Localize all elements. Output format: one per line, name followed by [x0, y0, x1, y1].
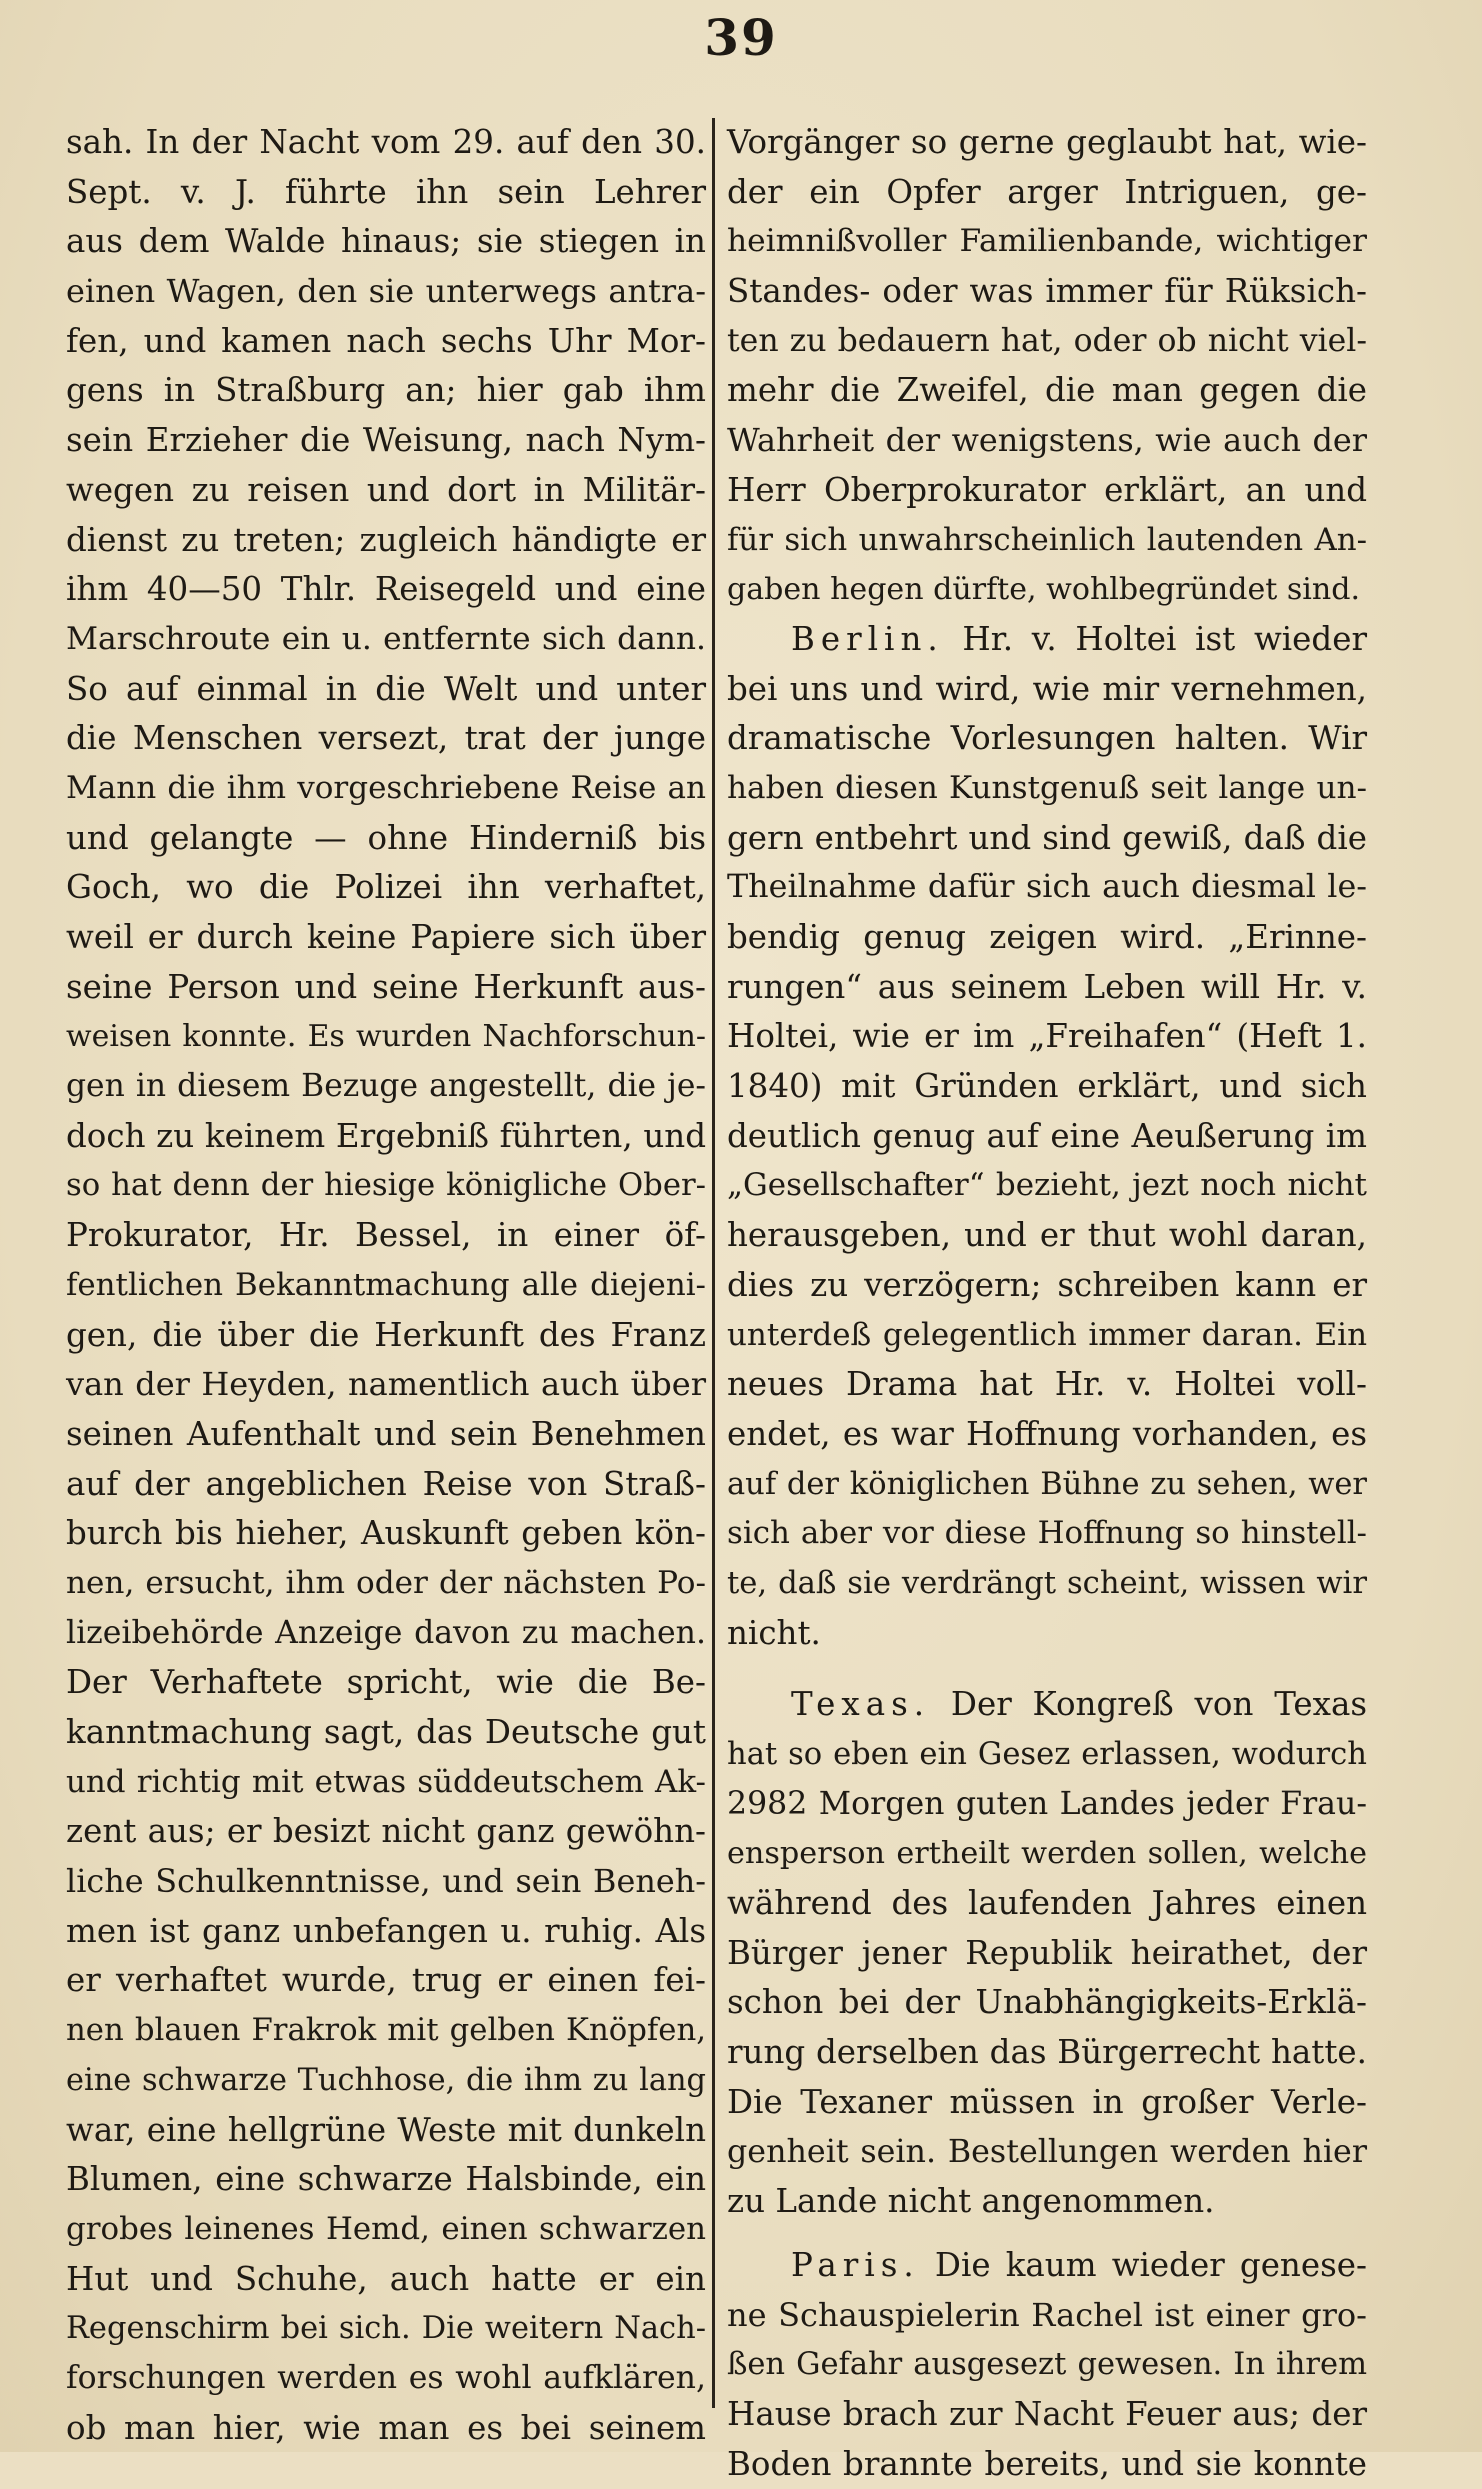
text-line: grobes leinenes Hemd, einen schwarzen	[66, 2210, 706, 2247]
text-line: Der Verhaftete spricht, wie die Be-	[66, 1663, 706, 1702]
text-line: ensperson ertheilt werden sollen, welche	[727, 1836, 1367, 1872]
text-line: Standes- oder was immer für Rüksich-	[727, 272, 1367, 311]
text-line: so hat denn der hiesige königliche Ober-	[66, 1168, 706, 1204]
text-line: Hause brach zur Nacht Feuer aus; der	[727, 2394, 1367, 2433]
text-line: 1840) mit Gründen erklärt, und sich	[727, 1067, 1367, 1106]
text-line: zu Lande nicht angenommen.	[727, 2182, 1215, 2221]
text-line: gern entbehrt und sind gewiß, daß die	[727, 818, 1367, 857]
text-line: schon bei der Unabhängigkeits-Erklä-	[727, 1983, 1367, 2022]
text-line: Der Kongreß von Texas	[930, 1685, 1367, 1724]
text-line: nen, ersucht, ihm oder der nächsten Po-	[66, 1564, 706, 1601]
text-line: ne Schauspielerin Rachel ist einer gro-	[727, 2295, 1367, 2334]
article-continuation	[727, 118, 1367, 615]
text-line: dienst zu treten; zugleich händigte er	[66, 520, 706, 559]
text-line: sich aber vor diese Hoffnung so hinstell-	[727, 1515, 1367, 1552]
text-line: bei uns und wird, wie mir vernehmen,	[727, 669, 1367, 708]
text-line: während des laufenden Jahres einen	[727, 1884, 1367, 1923]
text-line: einen Wagen, den sie unterwegs antra-	[66, 272, 706, 311]
text-line: er verhaftet wurde, trug er einen fei-	[66, 1961, 706, 2000]
text-line: auf der angeblichen Reise von Straß-	[66, 1464, 706, 1503]
text-line: ßen Gefahr ausgesezt gewesen. In ihrem	[727, 2347, 1367, 2383]
article-texas	[727, 1680, 1367, 2227]
text-line: zent aus; er besizt nicht ganz gewöhn-	[66, 1812, 706, 1851]
text-line: eine schwarze Tuchhose, die ihm zu lang	[66, 2062, 706, 2098]
text-line: Theilnahme dafür sich auch diesmal le-	[727, 869, 1367, 906]
texas-body	[727, 1730, 1367, 2128]
text-line: für sich unwahrscheinlich lautenden An-	[727, 521, 1367, 558]
text-line: burch bis hieher, Auskunft geben kön-	[66, 1514, 706, 1553]
text-line: Holtei, wie er im „Freihafen“ (Heft 1.	[727, 1017, 1367, 1056]
text-line: Die kaum wieder genese-	[919, 2245, 1367, 2284]
text-line: genheit sein. Bestellungen werden hier	[727, 2133, 1367, 2170]
text-line: kanntmachung sagt, das Deutsche gut	[66, 1713, 706, 1751]
text-line: „Gesellschafter“ bezieht, jezt noch nicht	[727, 1167, 1367, 1204]
text-line: Marschroute ein u. entfernte sich dann.	[66, 620, 706, 657]
text-line: So auf einmal in die Welt und unter	[66, 669, 706, 708]
text-line: nen blauen Frakrok mit gelben Knöpfen,	[66, 2012, 706, 2049]
text-line: haben diesen Kunstgenuß seit lange un-	[727, 769, 1367, 806]
text-line: men ist ganz unbefangen u. ruhig. Als	[66, 1911, 706, 1950]
text-line: die Menschen versezt, trat der junge	[66, 719, 706, 758]
text-line: Vorgänger so gerne geglaubt hat, wie-	[727, 123, 1367, 161]
text-line	[727, 1680, 1367, 1730]
text-line: fentlichen Bekanntmachung alle diejeni-	[66, 1266, 706, 1303]
text-line: aus dem Walde hinaus; sie stiegen in	[66, 222, 706, 261]
text-line: der ein Opfer arger Intriguen, ge-	[727, 172, 1367, 211]
text-line: Regenschirm bei sich. Die weitern Nach-	[66, 2311, 706, 2347]
text-line: unterdeß gelegentlich immer daran. Ein	[727, 1316, 1367, 1353]
text-line: Mann die ihm vorgeschriebene Reise an	[66, 769, 706, 806]
text-line: Die Texaner müssen in großer Verle-	[727, 2082, 1367, 2121]
text-line: gaben hegen dürfte, wohlbegründet sind.	[727, 572, 1361, 608]
text-line: gens in Straßburg an; hier gab ihm	[66, 371, 706, 410]
text-line: seinen Aufenthalt und sein Benehmen	[66, 1414, 706, 1453]
text-line: sein Erzieher die Weisung, nach Nym-	[66, 421, 706, 460]
text-line: nicht.	[727, 1613, 821, 1652]
page-number: 39	[704, 8, 778, 67]
text-line: dramatische Vorlesungen halten. Wir	[727, 719, 1367, 758]
text-line: forschungen werden es wohl aufklären,	[66, 2359, 706, 2396]
article-berlin	[727, 615, 1367, 1658]
text-line: ob man hier, wie man es bei seinem	[66, 2408, 706, 2447]
text-line: und gelangte — ohne Hinderniß bis	[66, 818, 706, 857]
text-line: Wahrheit der wenigstens, wie auch der	[727, 421, 1367, 460]
text-line: fen, und kamen nach sechs Uhr Mor-	[66, 321, 706, 360]
text-line: auf der königlichen Bühne zu sehen, wer	[727, 1466, 1367, 1502]
text-line: gen in diesem Bezuge angestellt, die je-	[66, 1068, 706, 1105]
text-line	[727, 615, 1367, 665]
text-line: lizeibehörde Anzeige davon zu machen.	[66, 1614, 706, 1651]
text-line: heimnißvoller Familienbande, wichtiger	[727, 223, 1367, 260]
paris-body	[727, 2291, 1367, 2489]
text-line: doch zu keinem Ergebniß führten, und	[66, 1116, 706, 1155]
text-line: Sept. v. J. führte ihn sein Lehrer	[66, 172, 706, 211]
text-line: ten zu bedauern hat, oder ob nicht viel-	[727, 322, 1367, 359]
text-line: Goch, wo die Polizei ihn verhaftet,	[66, 868, 706, 907]
berlin-body	[727, 665, 1367, 1609]
text-line: neues Drama hat Hr. v. Holtei voll-	[727, 1365, 1367, 1404]
text-line: Blumen, eine schwarze Halsbinde, ein	[66, 2160, 706, 2199]
text-line: sah. In der Nacht vom 29. auf den 30.	[66, 123, 706, 161]
text-line: Hr. v. Holtei ist wieder	[943, 619, 1367, 658]
text-line: Prokurator, Hr. Bessel, in einer öf-	[66, 1216, 706, 1255]
text-line: mehr die Zweifel, die man gegen die	[727, 371, 1367, 410]
text-line: endet, es war Hoffnung vorhanden, es	[727, 1414, 1367, 1453]
text-line: war, eine hellgrüne Weste mit dunkeln	[66, 2110, 706, 2149]
text-line: van der Heyden, namentlich auch über	[66, 1365, 706, 1404]
text-line: weisen konnte. Es wurden Nachforschun-	[66, 1019, 706, 1055]
text-line: deutlich genug auf eine Aeußerung im	[727, 1116, 1367, 1155]
text-line: gen, die über die Herkunft des Franz	[66, 1315, 706, 1354]
text-line: te, daß sie verdrängt scheint, wissen wir	[727, 1565, 1367, 1601]
section-heading-paris: Paris.	[791, 2245, 920, 2284]
text-line: Boden brannte bereits, und sie konnte	[727, 2444, 1367, 2483]
text-line: dies zu verzögern; schreiben kann er	[727, 1265, 1367, 1304]
text-line: wegen zu reisen und dort in Militär-	[66, 470, 706, 509]
text-line: rung derselben das Bürgerrecht hatte.	[727, 2033, 1367, 2072]
text-line: Bürger jener Republik heirathet, der	[727, 1933, 1367, 1972]
text-line: weil er durch keine Papiere sich über	[66, 918, 706, 956]
text-line: 2982 Morgen guten Landes jeder Frau-	[727, 1785, 1367, 1822]
section-heading-berlin: Berlin.	[791, 619, 944, 658]
text-line: und richtig mit etwas süddeutschem Ak-	[66, 1763, 706, 1800]
text-line	[727, 2241, 1367, 2291]
text-line: bendig genug zeigen wird. „Erinne-	[727, 918, 1367, 956]
section-heading-texas: Texas.	[791, 1685, 931, 1724]
text-line: rungen“ aus seinem Leben will Hr. v.	[727, 967, 1367, 1006]
text-line: liche Schulkenntnisse, und sein Beneh-	[66, 1862, 706, 1901]
text-line: herausgeben, und er thut wohl daran,	[727, 1216, 1367, 1255]
column-divider	[712, 118, 715, 2408]
text-line: seine Person und seine Herkunft aus-	[66, 967, 706, 1006]
left-column	[66, 118, 706, 2453]
right-column	[727, 118, 1367, 2489]
text-line: Herr Oberprokurator erklärt, an und	[727, 470, 1367, 509]
text-line: hat so eben ein Gesez erlassen, wodurch	[727, 1737, 1367, 1772]
text-line: ihm 40—50 Thlr. Reisegeld und eine	[66, 570, 706, 609]
text-line: Hut und Schuhe, auch hatte er ein	[66, 2259, 706, 2298]
